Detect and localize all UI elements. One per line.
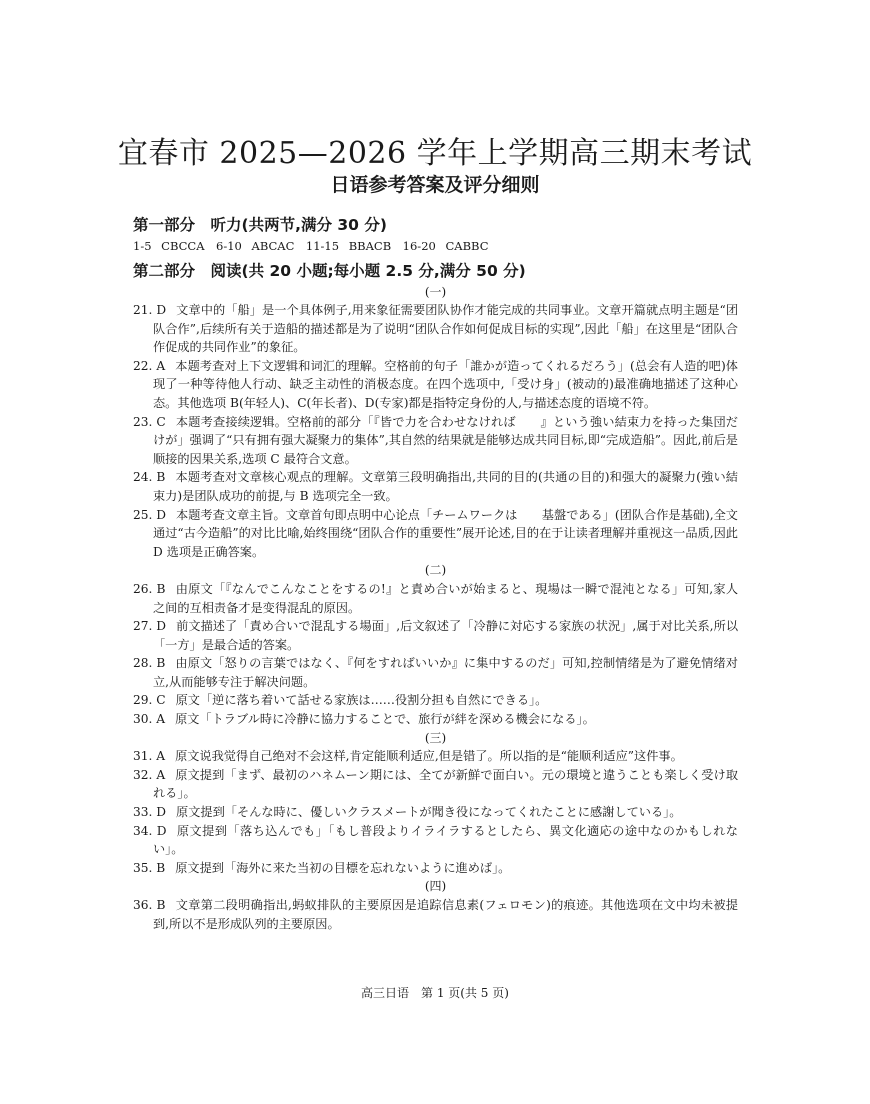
explanation-text: 本题考查对上下文逻辑和词汇的理解。空格前的句子「誰かが造ってくれるだろう」(总会有人造的吧)体现了一种等待他人行动、缺乏主动性的消极态度。在四个选项中,「受け身」(被动的)最准确地描述了这种心态。其他选项 B(年轻人)、C(年长者)、D(专家)都是指特定身份的人,与描述态度的语境不符。 (153, 358, 738, 410)
question-number-answer: 33. D (133, 805, 167, 820)
page-footer: 高三日语 第 1 页(共 5 页) (361, 986, 509, 1000)
explanation-text: 由原文「『なんでこんなことをするの!』と責め合いが始まると、現場は一瞬で混沌となる」可知,家人之间的互相责备才是变得混乱的原因。 (153, 581, 739, 615)
group-title: (一) (424, 285, 447, 299)
question-number-answer: 31. A (133, 749, 166, 764)
explanation-text: 原文提到「落ち込んでも」「もし普段よりイライラするとしたら、異文化適応の途中なのかもしれない」。 (153, 823, 738, 857)
question-number-answer: 36. B (133, 898, 166, 912)
question-number-answer: 24. B (133, 470, 166, 485)
answer-item (133, 357, 738, 413)
question-number-answer: 29. C (133, 693, 166, 708)
question-number-answer: 28. B (133, 656, 166, 671)
question-number-answer: 32. A (133, 767, 166, 782)
question-number-answer: 27. D (133, 619, 167, 634)
explanation-text: 本题考查文章主旨。文章首句即点明中心论点「チームワークは 基盤である」(团队合作是基础),全文通过“古今造船”的对比比喻,始终围绕“团队合作的重要性”展开论述,目的在于让读者理解并重视这一品质,因此 D 选项是正确答案。 (153, 507, 738, 559)
explanation-text: 文章中的「船」是一个具体例子,用来象征需要团队协作才能完成的共同事业。文章开篇就点明主题是“团队合作”,后续所有关于造船的描述都是为了说明“团队合作如何促成目标的实现”,因此「船」在这里是“团队合作促成的共同作业”的象征。 (153, 303, 739, 355)
document-title: 宜春市 2025—2026 学年上学期高三期末考试 (117, 136, 753, 171)
question-number-answer: 35. B (133, 860, 166, 875)
answer-item (133, 617, 738, 654)
answer-item (133, 896, 738, 933)
explanation-text: 由原文「怒りの言葉ではなく、『何をすればいいか』に集中するのだ」可知,控制情绪是为了避免情绪对立,从而能够专注于解决问题。 (153, 656, 738, 689)
answer-item (133, 506, 738, 562)
answer-item (133, 822, 738, 859)
explanation-text: 原文提到「そんな時に、優しいクラスメートが聞き役になってくれたことに感謝している」。 (176, 805, 682, 820)
answer-item (133, 803, 738, 822)
question-number-answer: 26. B (133, 581, 166, 596)
document-subtitle: 日语参考答案及评分细则 (330, 174, 540, 196)
explanation-text: 前文描述了「責め合いで混乱する場面」,后文叙述了「冷静に対応する家族の状況」,属于对比关系,所以「一方」是最合适的答案。 (153, 619, 739, 652)
answer-item (133, 654, 738, 691)
question-number-answer: 34. D (133, 823, 167, 838)
explanation-text: 原文「トラブル時に冷静に協力することで、旅行が絆を深める機会になる」。 (175, 712, 595, 727)
answer-item (133, 766, 738, 803)
question-number-answer: 23. C (133, 414, 166, 429)
listening-answers: 1-5 CBCCA 6-10 ABCAC 11-15 BBACB 16-20 CABBC (133, 239, 489, 253)
explanation-text: 原文说我觉得自己绝对不会这样,肯定能顺利适应,但是错了。所以指的是“能顺利适应”这件事。 (175, 749, 683, 764)
answer-item (133, 413, 738, 469)
group-title: (三) (424, 730, 447, 745)
answer-item (133, 580, 738, 617)
answer-item (133, 747, 738, 766)
explanation-text: 原文提到「海外に来た当初の目標を忘れないように進めば」。 (175, 860, 511, 875)
explanation-text: 本题考查对文章核心观点的理解。文章第三段明确指出,共同的目的(共通の目的)和强大的凝聚力(強い結束力)是团队成功的前提,与 B 选项完全一致。 (153, 470, 738, 503)
explanation-text: 原文提到「まず、最初のハネムーン期には、全てが新鮮で面白い。元の環境と違うことも楽しく受け取れる」。 (153, 767, 739, 801)
explanation-text: 原文「逆に落ち着いて話せる家族は……役割分担も自然にできる」。 (175, 693, 548, 708)
answer-item (133, 859, 738, 878)
answer-item (133, 301, 738, 357)
part2-heading: 第二部分 阅读(共 20 小题;每小题 2.5 分,满分 50 分) (133, 262, 526, 280)
question-number-answer: 25. D (133, 507, 167, 522)
part1-heading: 第一部分 听力(共两节,满分 30 分) (133, 216, 387, 234)
answer-item (133, 710, 738, 729)
answer-explanations (133, 301, 738, 933)
question-number-answer: 22. A (133, 358, 166, 373)
question-number-answer: 30. A (133, 712, 166, 727)
question-number-answer: 21. D (133, 303, 167, 317)
explanation-text: 本题考查接续逻辑。空格前的部分「『皆で力を合わせなければ 』という強い結束力を持った集団だけが」强调了“只有拥有强大凝聚力的集体”,其自然的结果就是能够达成共同目标,即“完成造船”。因此,前后是顺接的因果关系,选项 C 最符合文意。 (153, 414, 738, 466)
group-title: (二) (424, 563, 447, 578)
answer-item (133, 691, 738, 710)
answer-item (133, 468, 738, 505)
explanation-text: 文章第二段明确指出,蚂蚁排队的主要原因是追踪信息素(フェロモン)的痕迹。其他选项在文中均未被提到,所以不是形成队列的主要原因。 (153, 898, 738, 931)
group-title: (四) (424, 879, 447, 894)
